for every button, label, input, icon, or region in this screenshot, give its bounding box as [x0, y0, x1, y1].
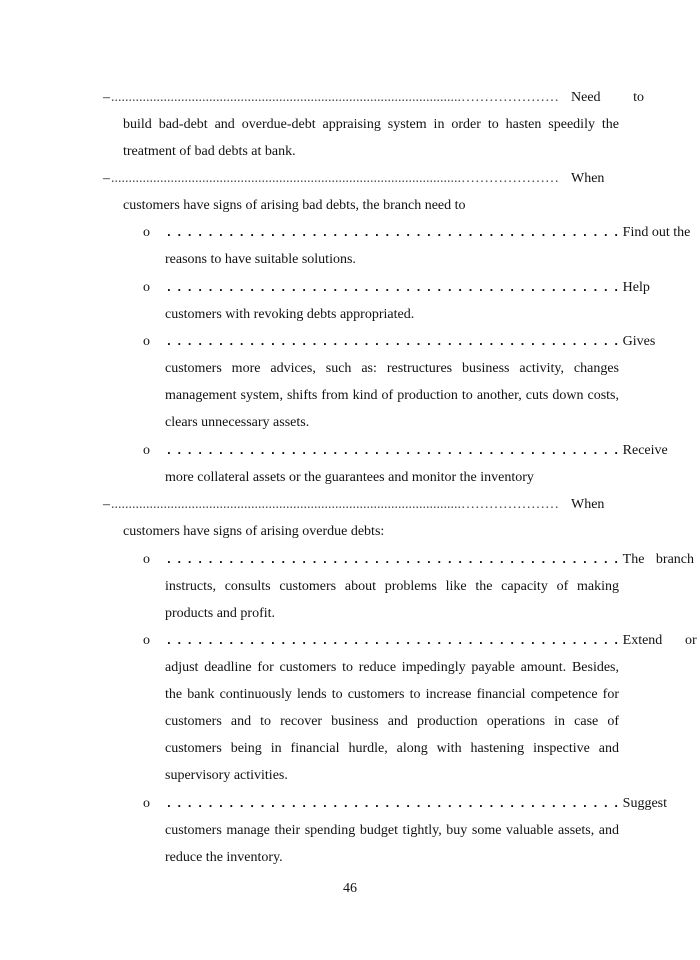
dot-leader: ....................................................................................................………………… — [111, 497, 559, 512]
section-2-lead — [103, 165, 605, 192]
bullet-2-4-lead — [143, 437, 668, 464]
bullet-circle-icon: o — [143, 796, 150, 811]
bullet-2-2-lead — [143, 274, 650, 301]
page-number: 46 — [343, 881, 357, 896]
dot-leader: ............................................ — [165, 633, 623, 648]
bullet-2-2-heading: Help — [622, 280, 650, 295]
bullet-2-3-body: customers more advices, such as: restructures business activity, changes management system, shifts from kind of production to another, cuts down costs, clears unnecessary assets. — [165, 361, 619, 430]
section-3-lead — [103, 491, 605, 518]
bullet-3-2-lead — [143, 627, 697, 654]
bullet-2-1-lead — [143, 219, 691, 246]
bullet-circle-icon: o — [143, 443, 150, 458]
bullet-2-4-heading: Receive — [622, 443, 668, 458]
section-1-heading-word-2: to — [633, 90, 644, 105]
dash-marker: – — [103, 90, 110, 105]
bullet-2-2-body: customers with revoking debts appropriated. — [165, 307, 415, 322]
bullet-3-2-heading-word-2: or — [684, 633, 697, 648]
section-3-body: customers have signs of arising overdue debts: — [123, 524, 385, 539]
bullet-2-4-body: more collateral assets or the guarantees and monitor the inventory — [165, 470, 534, 485]
bullet-circle-icon: o — [143, 225, 150, 240]
bullet-3-2-heading — [623, 627, 697, 654]
dot-leader: ....................................................................................................………………… — [111, 171, 559, 186]
bullet-2-3-lead — [143, 328, 656, 355]
section-1-heading-word-1: Need — [571, 90, 601, 105]
bullet-3-1-lead — [143, 546, 695, 573]
bullet-3-3-body: customers manage their spending budget tightly, buy some valuable assets, and reduce the inventory. — [165, 823, 619, 865]
dash-marker: – — [103, 171, 110, 186]
dash-marker: – — [103, 497, 110, 512]
bullet-3-3-heading: Suggest — [622, 796, 667, 811]
bullet-2-1-heading: Find out the — [622, 225, 691, 240]
dot-leader: ............................................ — [165, 225, 623, 240]
dot-leader: ............................................ — [165, 334, 623, 349]
dot-leader: ....................................................................................................………………… — [111, 90, 559, 105]
bullet-circle-icon: o — [143, 633, 150, 648]
section-2-body: customers have signs of arising bad debts, the branch need to — [123, 198, 466, 213]
section-1-body: build bad-debt and overdue-debt appraising system in order to hasten speedily the treatment of bad debts at bank. — [123, 117, 619, 159]
section-1-lead — [103, 84, 644, 111]
bullet-circle-icon: o — [143, 334, 150, 349]
bullet-3-3-lead — [143, 790, 667, 817]
dot-leader: ............................................ — [165, 280, 623, 295]
bullet-2-3-heading: Gives — [622, 334, 656, 349]
bullet-circle-icon: o — [143, 552, 150, 567]
section-2-heading: When — [571, 171, 605, 186]
dot-leader: ............................................ — [165, 796, 623, 811]
bullet-circle-icon: o — [143, 280, 150, 295]
bullet-3-1-body: instructs, consults customers about problems like the capacity of making products and profit. — [165, 579, 619, 621]
dot-leader: ............................................ — [165, 552, 623, 567]
section-3-heading: When — [571, 497, 605, 512]
bullet-3-2-body: adjust deadline for customers to reduce impedingly payable amount. Besides, the bank continuously lends to customers to increase financial competence for customers and to recover business and production operations in case of customers being in financial hurdle, along with hastening inspective and supervisory activities. — [165, 660, 619, 783]
section-1-heading — [559, 84, 644, 111]
bullet-3-2-heading-word-1: Extend — [622, 633, 663, 648]
bullet-2-1-body: reasons to have suitable solutions. — [165, 252, 356, 267]
dot-leader: ............................................ — [165, 443, 623, 458]
bullet-3-1-heading: The branch — [622, 552, 695, 567]
